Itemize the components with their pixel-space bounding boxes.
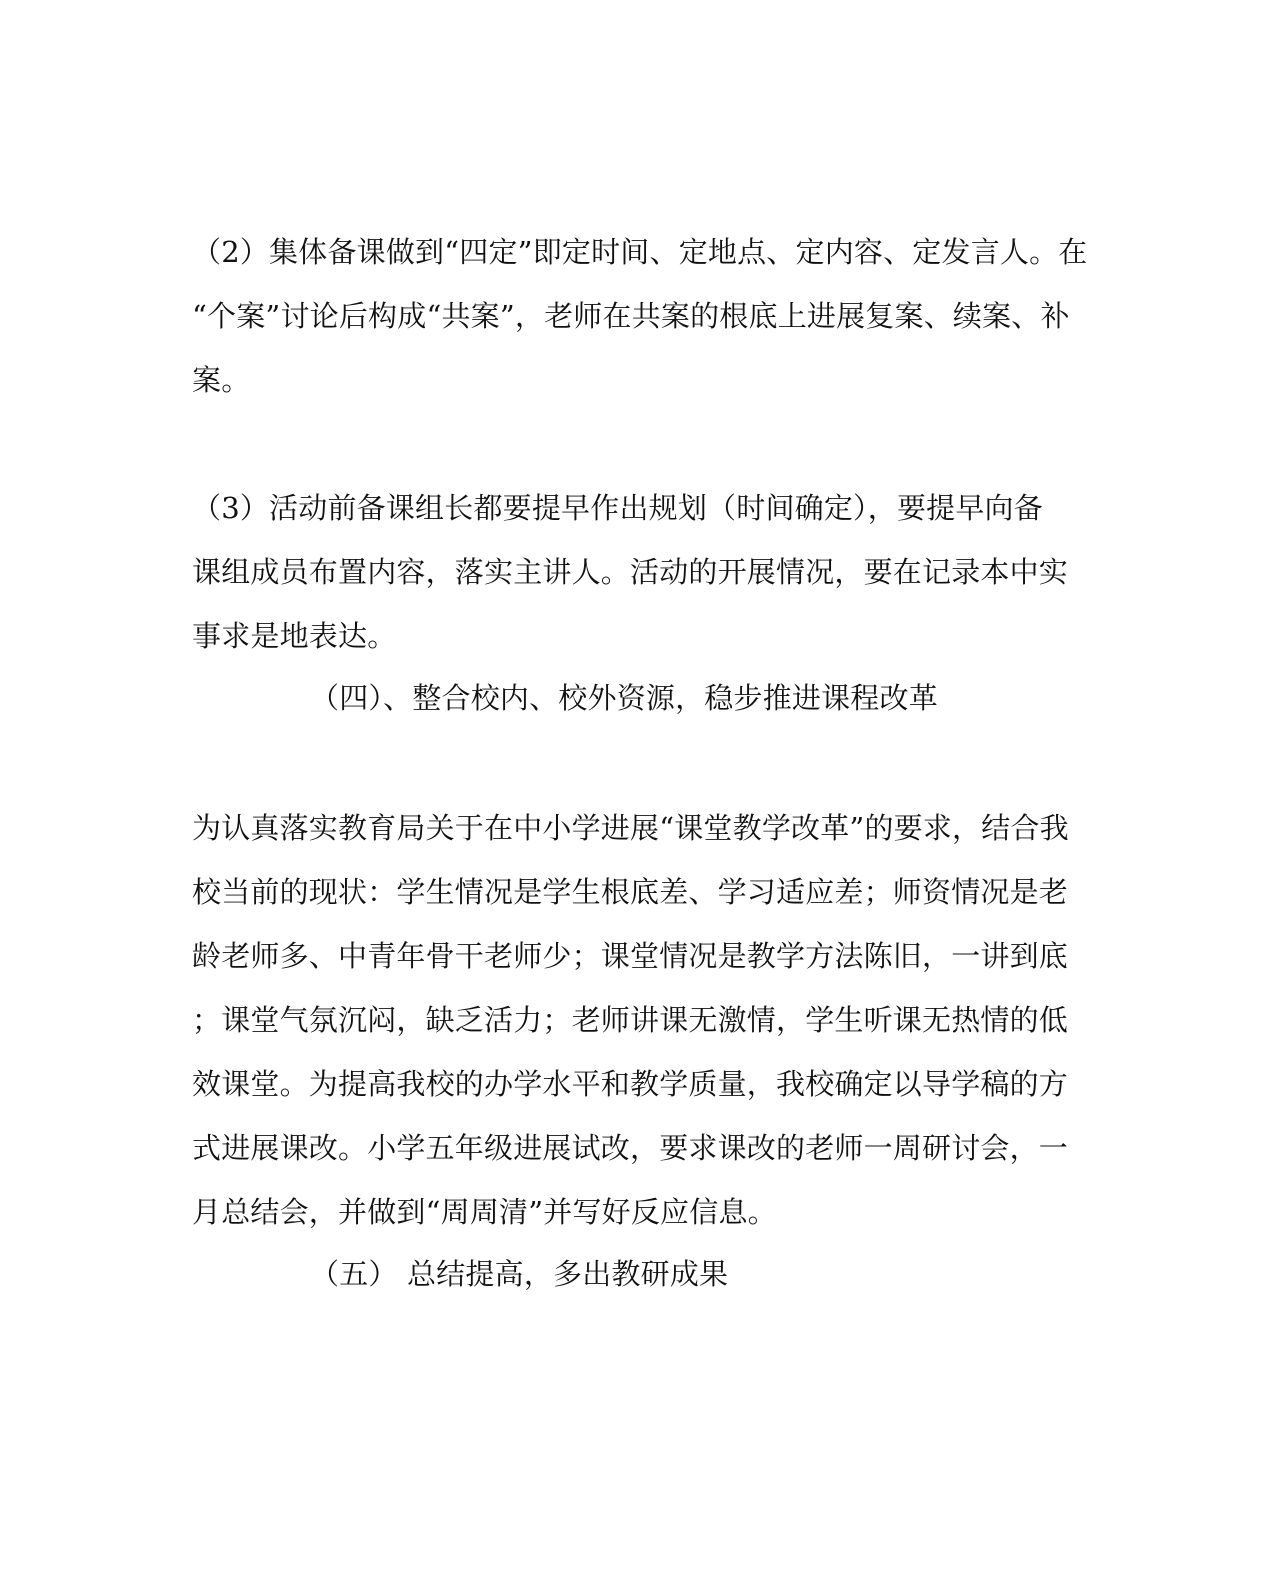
paragraph-2-line-1: （2）集体备课做到“四定”即定时间、定地点、定内容、定发言人。在 (192, 235, 1088, 269)
paragraph-2-line-3: 案。 (192, 363, 251, 397)
paragraph-4-line-6: 式进展课改。小学五年级进展试改，要求课改的老师一周研讨会，一 (192, 1131, 1069, 1165)
paragraph-3-line-1: （3）活动前备课组长都要提早作出规划（时间确定），要提早向备 (192, 491, 1043, 525)
paragraph-4-line-3: 龄老师多、中青年骨干老师少；课堂情况是教学方法陈旧，一讲到底 (192, 939, 1069, 973)
paragraph-4-line-2: 校当前的现状：学生情况是学生根底差、学习适应差；师资情况是老 (192, 875, 1069, 909)
paragraph-3-line-3: 事求是地表达。 (192, 619, 397, 653)
paragraph-2-line-2: “个案”讨论后构成“共案”，老师在共案的根底上进展复案、续案、补 (192, 299, 1070, 333)
paragraph-4-line-4: ；课堂气氛沉闷，缺乏活力；老师讲课无激情，学生听课无热情的低 (192, 1003, 1069, 1037)
section-heading-5: （五） 总结提高，多出教研成果 (310, 1257, 729, 1291)
section-heading-4: （四）、整合校内、校外资源，稳步推进课程改革 (310, 681, 938, 715)
paragraph-3-line-2: 课组成员布置内容，落实主讲人。活动的开展情况，要在记录本中实 (192, 555, 1069, 589)
paragraph-4-line-5: 效课堂。为提高我校的办学水平和教学质量，我校确定以导学稿的方 (192, 1067, 1069, 1101)
paragraph-4-line-1: 为认真落实教育局关于在中小学进展“课堂教学改革”的要求，结合我 (192, 811, 1069, 845)
paragraph-4-line-7: 月总结会，并做到“周周清”并写好反应信息。 (192, 1195, 777, 1229)
